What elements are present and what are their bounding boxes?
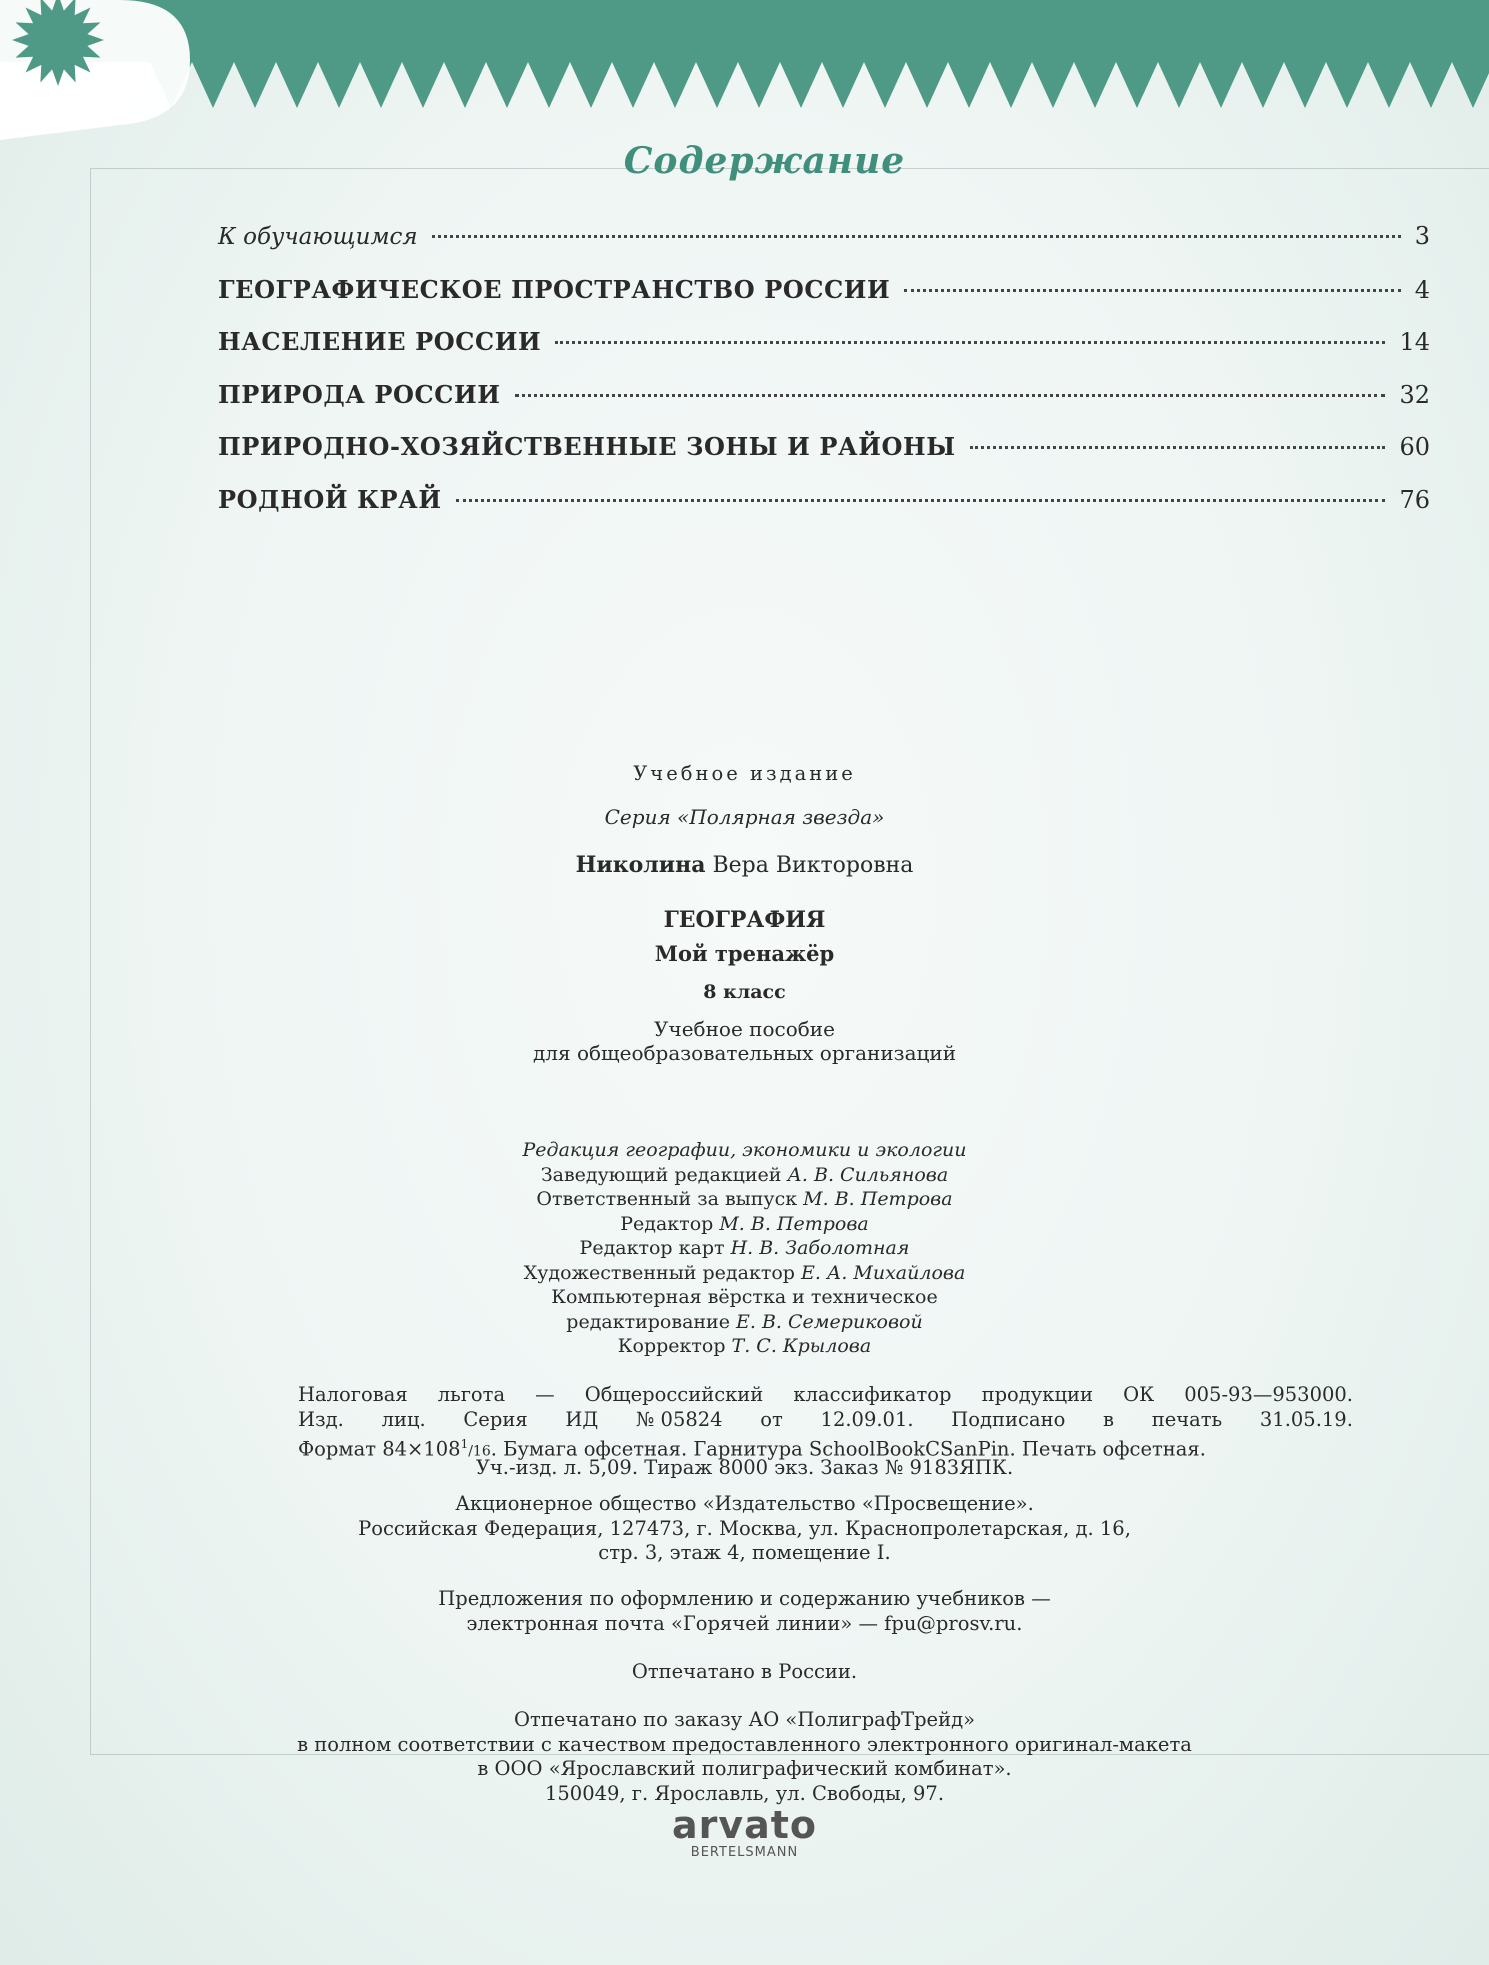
credit-name: Н. В. Заболотная (730, 1237, 910, 1259)
author (0, 853, 1489, 879)
title-block (0, 903, 1489, 1065)
word: 005-93—953000. (1184, 1383, 1353, 1406)
toc-item-page: 76 (1399, 485, 1430, 514)
credit-role: Редактор (620, 1212, 714, 1235)
credit-name: Е. А. Михайлова (800, 1261, 966, 1284)
word: печать (1151, 1407, 1223, 1431)
purpose-line: для общеобразовательных организаций (532, 1041, 957, 1065)
toc-leader-dots (904, 289, 1400, 292)
toc-title: Содержание (623, 140, 906, 182)
word: Подписано (951, 1407, 1066, 1431)
toc-leader-dots (970, 446, 1386, 449)
layout-credit (0, 1310, 1489, 1335)
series-block (0, 805, 1489, 830)
toc-leader-dots (555, 341, 1385, 344)
word: № 05824 (635, 1407, 723, 1431)
credit-role: Ответственный за выпуск (536, 1188, 798, 1210)
printed-in: Отпечатано в России. (631, 1660, 858, 1683)
printer-line: 150049, г. Ярославль, ул. Свободы, 97. (544, 1781, 945, 1805)
author-surname: Николина (575, 852, 706, 878)
series: Серия «Полярная звезда» (604, 805, 885, 829)
toc-leader-dots (432, 235, 1401, 238)
license-line (298, 1408, 1353, 1433)
book-subtitle: Мой тренажёр (654, 941, 835, 966)
edition-type: Учебное издание (633, 762, 856, 785)
word: продукции (981, 1383, 1093, 1406)
toc-item-page: 4 (1414, 275, 1430, 304)
toc-item-label: РОДНОЙ КРАЙ (218, 484, 442, 514)
publisher-line: стр. 3, этаж 4, помещение I. (598, 1541, 891, 1564)
word: Изд. (298, 1407, 344, 1431)
feedback-block (0, 1587, 1489, 1636)
toc-item[interactable] (218, 327, 1430, 380)
credit-role: Корректор (617, 1335, 726, 1357)
toc-item-page: 60 (1399, 433, 1430, 461)
credit-role: редактирование (566, 1310, 730, 1333)
arvato-logo (0, 1805, 1489, 1860)
credit-role: Художественный редактор (523, 1261, 795, 1284)
toc-leader-dots (515, 394, 1386, 397)
publisher-line: Акционерное общество «Издательство «Просвещение». (455, 1492, 1034, 1515)
publisher-block (0, 1492, 1489, 1566)
word: льгота (437, 1383, 506, 1406)
toc-item[interactable] (218, 432, 1430, 485)
credit-line (0, 1261, 1489, 1286)
credit-line (0, 1187, 1489, 1212)
printer-block (0, 1708, 1489, 1806)
publisher-line: Российская Федерация, 127473, г. Москва, ул. Краснопролетарская, д. 16, (358, 1516, 1131, 1540)
word: ОК (1123, 1383, 1155, 1406)
table-of-contents (218, 222, 1430, 537)
word: Серия (463, 1407, 528, 1431)
toc-item[interactable] (218, 275, 1430, 328)
word: — (535, 1383, 555, 1406)
technical-details (298, 1383, 1353, 1464)
feedback-line: Предложения по оформлению и содержанию учебников — (438, 1587, 1051, 1610)
toc-item[interactable] (218, 380, 1430, 433)
print-run-block (0, 1456, 1489, 1481)
imprint-header (0, 762, 1489, 787)
word: Налоговая (298, 1383, 408, 1406)
credit-name: М. В. Петрова (803, 1188, 953, 1210)
toc-item-label: ПРИРОДНО-ХОЗЯЙСТВЕННЫЕ ЗОНЫ И РАЙОНЫ (218, 432, 956, 461)
toc-item[interactable] (218, 485, 1430, 538)
print-run: Уч.-изд. л. 5,09. Тираж 8000 экз. Заказ № 9183ЯПК. (475, 1456, 1014, 1479)
header-zigzag-band (0, 0, 1489, 150)
word: 12.09.01. (820, 1407, 914, 1431)
credit-name: М. В. Петрова (719, 1212, 869, 1235)
logo-sub: BERTELSMANN (690, 1845, 799, 1860)
credit-line (0, 1236, 1489, 1261)
format-rest: . Бумага офсетная. Гарнитура SchoolBookCSanPin. Печать офсетная. (490, 1437, 1206, 1461)
printed-in-block (0, 1660, 1489, 1685)
proofreader-credit (0, 1334, 1489, 1359)
star-icon (0, 0, 160, 150)
author-name: Вера Викторовна (712, 853, 914, 878)
printer-line: Отпечатано по заказу АО «ПолиграфТрейд» (513, 1708, 976, 1731)
credit-role: Заведующий редакцией (540, 1163, 782, 1186)
format-sup: 1 (460, 1437, 469, 1451)
word: ИД (565, 1407, 599, 1431)
credit-role: Редактор карт (579, 1237, 725, 1259)
credit-name: Е. В. Семериковой (736, 1310, 923, 1333)
word: лиц. (381, 1407, 426, 1431)
toc-item-label: К обучающимся (218, 224, 418, 250)
printer-line: в ООО «Ярославский полиграфический комбинат». (477, 1757, 1012, 1780)
word: классификатор (793, 1383, 952, 1406)
logo-main: arvato (671, 1803, 818, 1847)
layout-credit: Компьютерная вёрстка и техническое (551, 1286, 938, 1308)
tax-line (298, 1383, 1353, 1408)
toc-item[interactable] (218, 222, 1430, 275)
toc-item-page: 32 (1399, 380, 1430, 409)
toc-item-page: 14 (1399, 328, 1430, 356)
editorial-office: Редакция географии, экономики и экологии (522, 1139, 967, 1161)
credit-line (0, 1212, 1489, 1237)
toc-leader-dots (456, 499, 1386, 502)
author-block (0, 853, 1489, 879)
word: от (760, 1407, 783, 1431)
toc-item-label: ПРИРОДА РОССИИ (218, 379, 501, 409)
credit-line (0, 1163, 1489, 1188)
toc-item-page: 3 (1414, 222, 1430, 250)
purpose-line: Учебное пособие (654, 1017, 835, 1041)
credit-name: А. В. Сильянова (787, 1163, 949, 1186)
grade: 8 класс (703, 981, 786, 1003)
format-prefix: Формат 84×108 (298, 1437, 461, 1461)
credit-name: Т. С. Крылова (731, 1335, 872, 1357)
credits-block (0, 1138, 1489, 1359)
word: в (1103, 1407, 1114, 1431)
toc-item-label: ГЕОГРАФИЧЕСКОЕ ПРОСТРАНСТВО РОССИИ (218, 274, 891, 304)
feedback-line: электронная почта «Горячей линии» — fpu@prosv.ru. (466, 1611, 1023, 1635)
format-sub: /16 (468, 1443, 491, 1460)
word: Общероссийский (584, 1383, 764, 1406)
toc-item-label: НАСЕЛЕНИЕ РОССИИ (218, 327, 542, 356)
word: 31.05.19. (1259, 1407, 1353, 1431)
printer-line: в полном соответствии с качеством предоставленного электронного оригинал-макета (297, 1732, 1192, 1756)
book-title: ГЕОГРАФИЯ (663, 907, 826, 933)
